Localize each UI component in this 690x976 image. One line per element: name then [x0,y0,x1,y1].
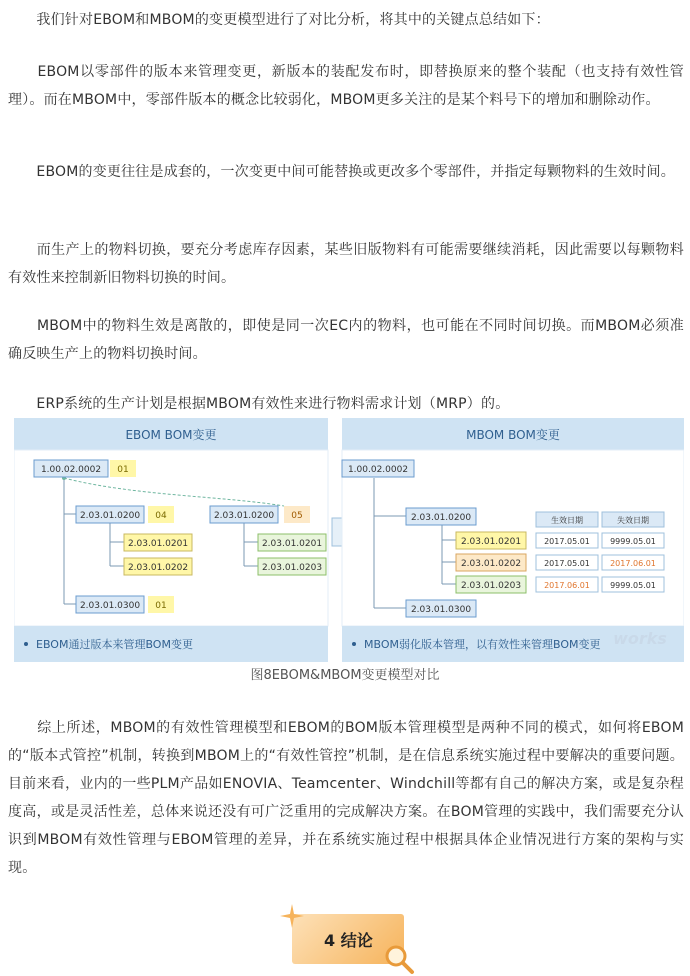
ebom-child-b-code: 2.03.01.0200 [213,511,275,521]
ebom-child-a-version-text: 04 [155,511,167,521]
ebom-b-sub2-code: 2.03.01.0203 [261,563,323,573]
mbom-child-c-code: 2.03.01.0300 [410,605,472,615]
mbom-title: MBOM BOM变更 [466,428,560,442]
paragraph-summary: 综上所述，MBOM的有效性管理模型和EBOM的BOM版本管理模型是两种不同的模式，如何将EBOM的“版本式管控”机制，转换到MBOM上的“有效性管控”机制，是在信息系统实施过程中要解决的重要问题。目前来看，业内的一些PLM产品如ENOVIA、Teamcenter、Windchill等都有自己的解决方案，或是复杂程度高，或是灵活性差，总体来说还没有可广泛重用的完成解决方案。在BOM管理的实践中，我们需要充分认识到MBOM有效性管理与EBOM管理的差异，并在系统实施过程中根据具体企业情况进行方案的架构与实现。 [8,720,684,876]
paragraph-intro: 我们针对EBOM和MBOM的变更模型进行了对比分析，将其中的关键点总结如下： [8,12,550,28]
row2-expire: 2017.06.01 [610,559,656,568]
ebom-a-sub1-code: 2.03.01.0201 [127,539,189,549]
section-heading-conclusion [292,914,404,964]
paragraph-production: 而生产上的物料切换，要充分考虑库存因素，某些旧版物料有可能需要继续消耗，因此需要以每颗物料有效性来控制新旧物料切换的时间。 [8,242,684,286]
col-expire-label: 失效日期 [617,516,649,525]
mbom-panel [342,418,684,662]
paragraph-ebom-version: EBOM以零部件的版本来管理变更，新版本的装配发布时，即替换原来的整个装配（也支持有效性管理）。而在MBOM中，零部件版本的概念比较弱化，MBOM更多关注的是某个料号下的增加和删除动作。 [8,64,684,108]
paragraph-erp: ERP系统的生产计划是根据MBOM有效性来进行物料需求计划（MRP）的。 [8,396,510,412]
ebom-b-sub1-code: 2.03.01.0201 [261,539,323,549]
bullet-icon [24,642,28,646]
mbom-footer: MBOM弱化版本管理，以有效性来管理BOM变更 [364,638,601,651]
mbom-child-a-code: 2.03.01.0200 [410,513,472,523]
row1-expire: 9999.05.01 [610,537,656,546]
figure-caption: 图8EBOM&MBOM变更模型对比 [250,668,440,683]
row2-effective: 2017.05.01 [544,559,590,568]
bom-diagram [14,418,684,662]
mbom-sub2-code: 2.03.01.0202 [460,559,522,569]
ebom-root-code: 1.00.02.0002 [40,465,102,475]
ebom-a-sub2-code: 2.03.01.0202 [127,563,189,573]
sparkle-icon [280,904,304,928]
ebom-child-b-version-text: 05 [291,511,303,521]
row3-expire: 9999.05.01 [610,581,656,590]
mbom-sub1-code: 2.03.01.0201 [460,537,522,547]
magnifier-icon [382,942,416,976]
ebom-child-a-code: 2.03.01.0200 [79,511,141,521]
ebom-footer: EBOM通过版本来管理BOM变更 [36,638,193,651]
row3-effective: 2017.06.01 [544,581,590,590]
ebom-child-c-version-text: 01 [155,601,167,611]
ebom-child-c-code: 2.03.01.0300 [79,601,141,611]
paragraph-ebom-change: EBOM的变更往往是成套的，一次变更中间可能替换或更改多个零部件，并指定每颗物料的生效时间。 [8,164,675,180]
bullet-icon [352,642,356,646]
row1-effective: 2017.05.01 [544,537,590,546]
ebom-root-version-text: 01 [117,465,129,475]
section-label: 4 结论 [324,931,373,950]
mbom-root-code: 1.00.02.0002 [347,465,409,475]
bom-comparison-figure [14,418,684,662]
paragraph-mbom-discrete: MBOM中的物料生效是离散的，即使是同一次EC内的物料，也可能在不同时间切换。而MBOM必须准确反映生产上的物料切换时间。 [8,318,684,362]
works-watermark: works [613,629,667,648]
ebom-title: EBOM BOM变更 [125,428,217,442]
col-effective-label: 生效日期 [551,516,583,525]
ebom-panel [14,418,328,662]
mbom-sub3-code: 2.03.01.0203 [460,581,522,591]
